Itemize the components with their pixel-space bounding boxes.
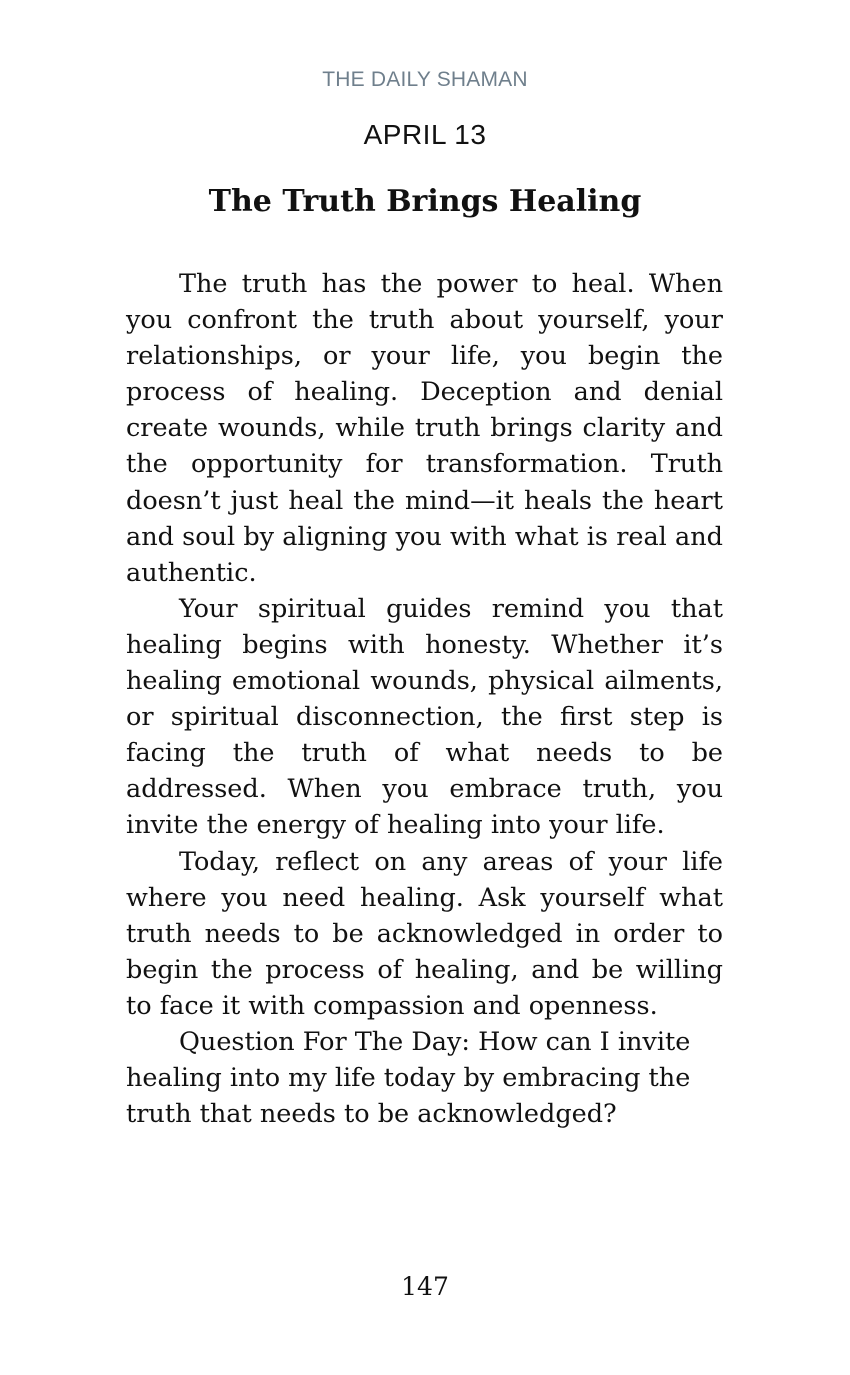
entry-title: The Truth Brings Healing	[208, 184, 642, 219]
body-paragraph: The truth has the power to heal. When you confront the truth about yourself, your relationships, or your life, you begin the process of healing. Deception and denial create wounds, while truth brings clarity and the opportunity for transformation. Truth doesn’t just heal the mind—it heals the heart and soul by aligning you with what is real and authentic.	[126, 269, 723, 588]
running-header: THE DAILY SHAMAN	[322, 68, 528, 91]
body-paragraph: Your spiritual guides remind you that healing begins with honesty. Whether it’s healing emotional wounds, physical ailments, or spiritual disconnection, the first step is facing the truth of what needs to be addressed. When you embrace truth, you invite the energy of healing into your life.	[126, 593, 723, 841]
entry-body	[126, 266, 723, 1132]
entry-date: APRIL 13	[363, 119, 487, 150]
body-paragraph: Today, reflect on any areas of your life where you need healing. Ask yourself what truth needs to be acknowledged in order to begin the process of healing, and be willing to face it with compassion and openness.	[126, 846, 723, 1021]
page-number: 147	[401, 1272, 449, 1301]
question-of-the-day: Question For The Day: How can I invite healing into my life today by embracing the truth that needs to be acknowledged?	[126, 1026, 691, 1130]
